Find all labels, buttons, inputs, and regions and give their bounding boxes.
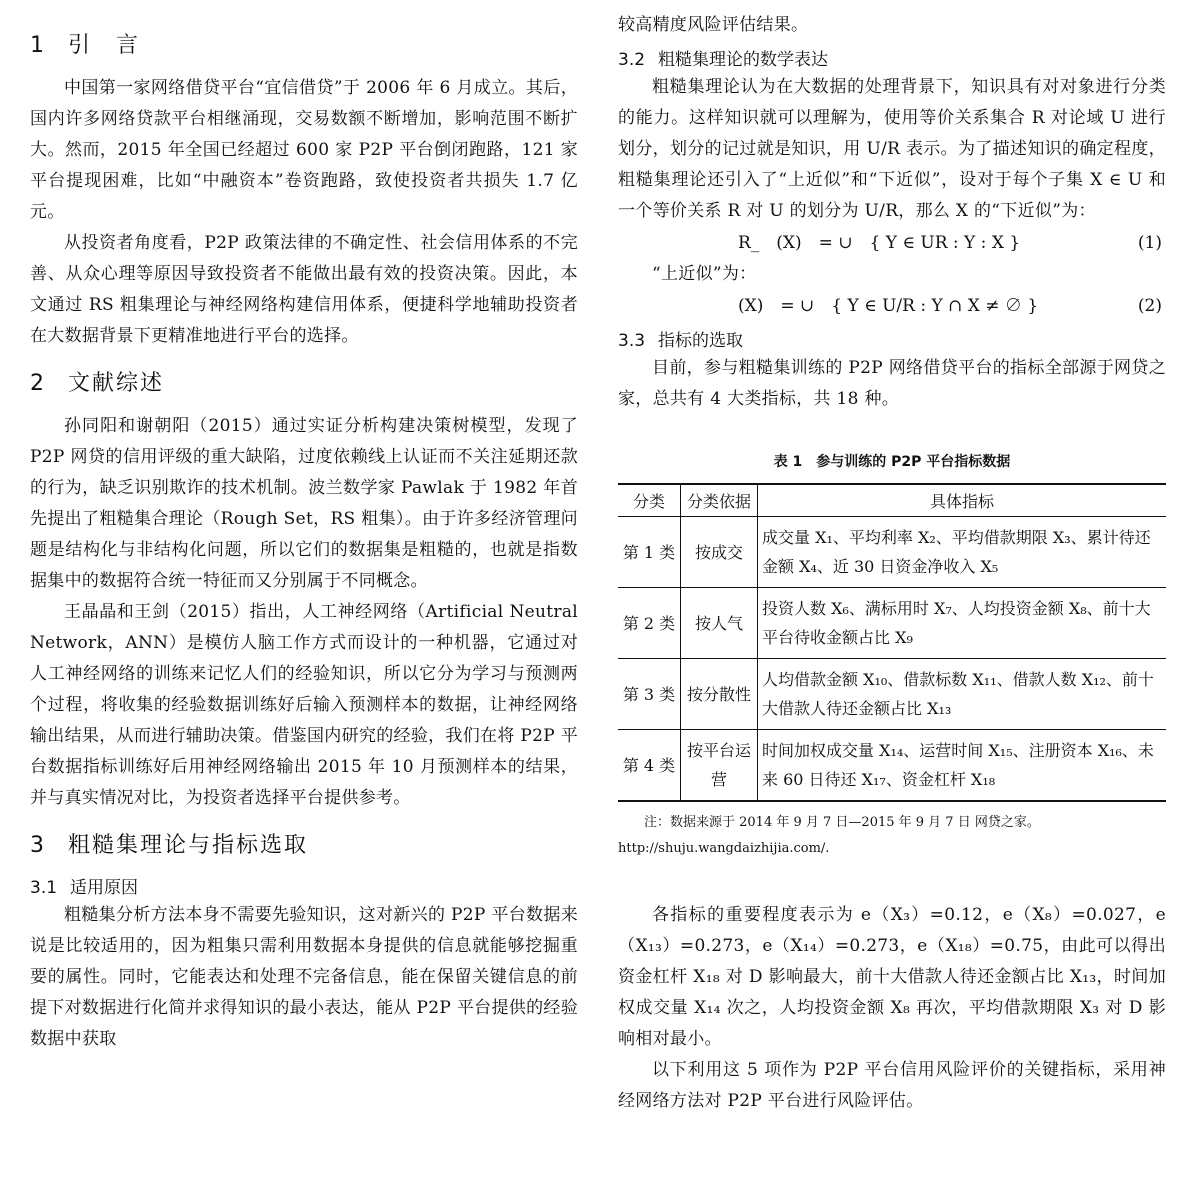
paragraph: 王晶晶和王剑（2015）指出，人工神经网络（Artificial Neutral Network，ANN）是模仿人脑工作方式而设计的一种机器，它通过对人工神经网络的训练来记忆人们的经验知识，所以它分为学习与预测两个过程，将收集的经验数据训练好后输入预测样本的数据，让神经网络输出结果，从而进行辅助决策。借鉴国内研究的经验，我们在将 P2P 平台数据指标训练好后用神经网络输出 2015 年 10 月预测样本的结果，并与真实情况对比，为投资者选择平台提供参考。: [30, 602, 578, 808]
paragraph: 各指标的重要程度表示为 e（X₃）=0.12，e（X₈）=0.027，e（X₁₃）=0.273，e（X₁₄）=0.273，e（X₁₈）=0.75，由此可以得出资金杠杆 X₁₈ 对 D 影响最大，前十大借款人待还金额占比 X₁₃，时间加权成交量 X₁₄ 次之，人均投资金额 X₈ 再次，平均借款期限 X₃ 对 D 影响相对最小。: [618, 905, 1166, 1049]
section-heading-1: 1 引 言: [30, 33, 141, 58]
table-row: [618, 517, 1166, 588]
equation-2: (X) = ∪ { Y ∈ U/R : Y ∩ X ≠ ∅ } (2): [738, 296, 1162, 316]
indicator-table: [618, 483, 1166, 802]
table-caption: 表 1 参与训练的 P2P 平台指标数据: [773, 454, 1011, 470]
equation-1: R_ (X) = ∪ { Y ∈ UR : Y : X } (1): [738, 233, 1162, 253]
paragraph-continuation: 较高精度风险评估结果。: [618, 15, 809, 35]
table-header-cell: 分类依据: [681, 484, 758, 517]
paragraph: 从投资者角度看，P2P 政策法律的不确定性、社会信用体系的不完善、从众心理等原因导致投资者不能做出最有效的投资决策。因此，本文通过 RS 粗集理论与神经网络构建信用体系，便捷科学地辅助投资者在大数据背景下更精准地进行平台的选择。: [30, 233, 578, 346]
paragraph: 孙同阳和谢朝阳（2015）通过实证分析构建决策树模型，发现了 P2P 网贷的信用评级的重大缺陷，过度依赖线上认证而不关注延期还款的行为，缺乏识别欺诈的技术机制。波兰数学家 Pawlak 于 1982 年首先提出了粗糙集合理论（Rough Set，RS 粗集）。由于许多经济管理问题是结构化与非结构化问题，所以它们的数据集是粗糙的，也就是指数据集中的数据符合统一特征而又分别属于不同概念。: [30, 416, 578, 591]
table-cell-basis: 按平台运营: [681, 730, 758, 802]
paragraph: 目前，参与粗糙集训练的 P2P 网络借贷平台的指标全部源于网贷之家，总共有 4 大类指标，共 18 种。: [618, 358, 1166, 409]
right-column: [618, 10, 1166, 1117]
table-cell-items: 时间加权成交量 X₁₄、运营时间 X₁₅、注册资本 X₁₆、未来 60 日待还 X₁₇、资金杠杆 X₁₈: [762, 741, 1154, 789]
table-cell-basis: 按成交: [681, 517, 758, 588]
paragraph: 以下利用这 5 项作为 P2P 平台信用风险评价的关键指标，采用神经网络方法对 P2P 平台进行风险评估。: [618, 1060, 1166, 1111]
subsection-heading-3-3: 3.3 指标的选取: [618, 331, 743, 351]
table-cell-category: 第 4 类: [618, 730, 681, 802]
table-cell-items: 人均借款金额 X₁₀、借款标数 X₁₁、借款人数 X₁₂、前十大借款人待还金额占比 X₁₃: [758, 659, 1167, 730]
paragraph: “上近似”为：: [652, 264, 757, 284]
subsection-heading-3-1: 3.1 适用原因: [30, 878, 138, 898]
table-cell-basis: 按分散性: [681, 659, 758, 730]
paragraph: 粗糙集理论认为在大数据的处理背景下，知识具有对对象进行分类的能力。这样知识就可以理解为，使用等价关系集合 R 对论域 U 进行划分，划分的记过就是知识，用 U/R 表示。为了描述知识的确定程度，粗糙集理论还引入了“上近似”和“下近似”，设对于每个子集 X ∈ U 和一个等价关系 R 对 U 的划分为 U/R，那么 X 的“下近似”为：: [618, 77, 1166, 221]
table-header-cell: 分类: [618, 484, 681, 517]
paragraph: 中国第一家网络借贷平台“宜信借贷”于 2006 年 6 月成立。其后，国内许多网络贷款平台相继涌现，交易数额不断增加，影响范围不断扩大。然而，2015 年全国已经超过 600 家 P2P 平台倒闭跑路，121 家平台提现困难，比如“中融资本”卷资跑路，致使投资者共损失 1.7 亿元。: [30, 78, 578, 222]
left-column: [30, 22, 578, 1055]
section-heading-3: 3 粗糙集理论与指标选取: [30, 833, 309, 858]
paragraph: 粗糙集分析方法本身不需要先验知识，这对新兴的 P2P 平台数据来说是比较适用的，因为粗集只需利用数据本身提供的信息就能够挖掘重要的属性。同时，它能表达和处理不完备信息，能在保留关键信息的前提下对数据进行化简并求得知识的最小表达，能从 P2P 平台提供的经验数据中获取: [30, 905, 578, 1049]
table-cell-items: 投资人数 X₆、满标用时 X₇、人均投资金额 X₈、前十大平台待收金额占比 X₉: [758, 588, 1167, 659]
table-row: [618, 730, 1166, 802]
table-cell-category: 第 2 类: [618, 588, 681, 659]
table-note: 注：数据来源于 2014 年 9 月 7 日—2015 年 9 月 7 日 网贷之家。http://shuju.wangdaizhijia.com/.: [618, 815, 1040, 856]
table-header-row: [618, 484, 1166, 517]
table-cell-basis: 按人气: [681, 588, 758, 659]
table-header-cell: 具体指标: [758, 484, 1167, 517]
table-cell-category: 第 1 类: [618, 517, 681, 588]
table-cell-category: 第 3 类: [618, 659, 681, 730]
table-row: [618, 588, 1166, 659]
table-row: [618, 659, 1166, 730]
subsection-heading-3-2: 3.2 粗糙集理论的数学表达: [618, 50, 828, 70]
section-heading-2: 2 文献综述: [30, 371, 165, 396]
table-cell-items: 成交量 X₁、平均利率 X₂、平均借款期限 X₃、累计待还金额 X₄、近 30 日资金净收入 X₅: [758, 517, 1167, 588]
